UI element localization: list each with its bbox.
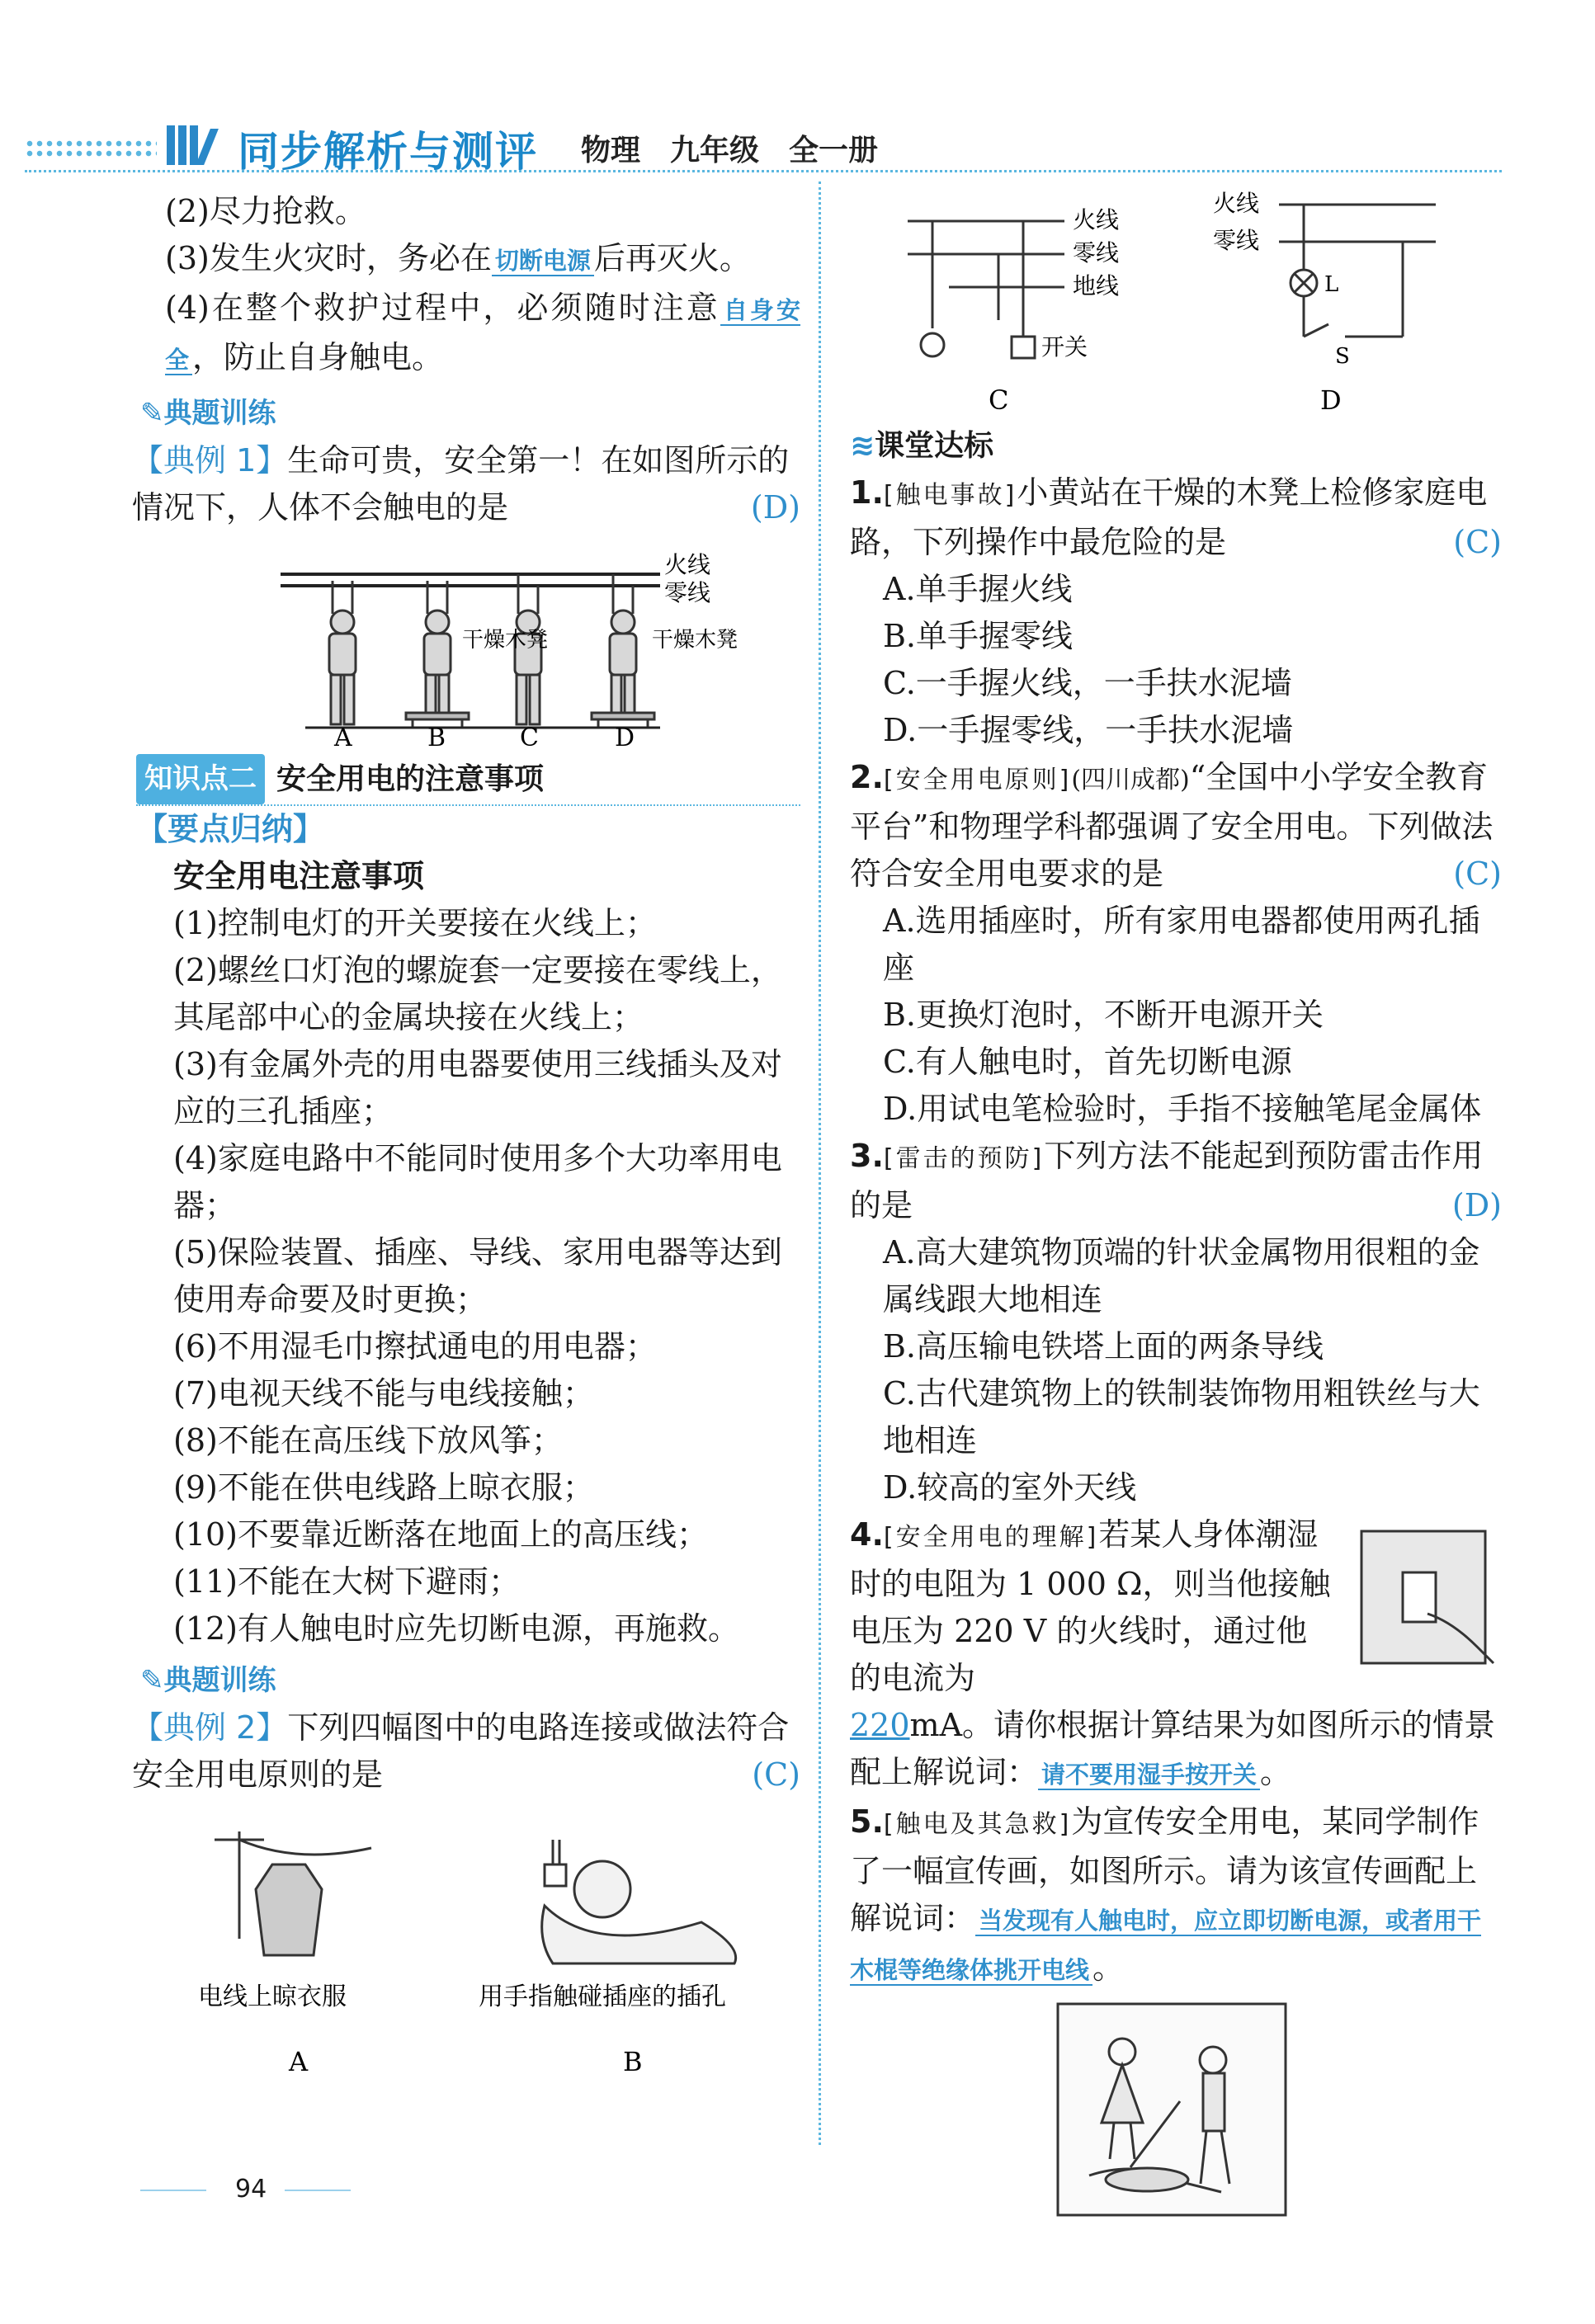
fig-b-caption: 用手指触碰插座的插孔 — [479, 1982, 726, 2011]
q1-stem: 小黄站在干燥的木凳上检修家庭电路，下列操作中最危险的是 — [850, 474, 1488, 560]
item-4-answer: 自身安全 — [165, 296, 800, 374]
q2-option-a: A.选用插座时，所有家用电器都使用两孔插座 — [883, 903, 1480, 986]
q5-tag: [触电及其急救] — [883, 1810, 1072, 1839]
example-2-tag: 【典例 2】 — [132, 1709, 288, 1746]
rule-2: (2)螺丝口灯泡的螺旋套一定要接在零线上，其尾部中心的金属块接在火线上； — [173, 952, 782, 1035]
q1-answer: (C) — [1453, 524, 1502, 560]
q1-tag: [触电事故] — [883, 481, 1017, 510]
example-2-answer: (C) — [752, 1756, 800, 1793]
q4-end: 。 — [1260, 1754, 1292, 1790]
q1-number: 1. — [850, 474, 884, 511]
fig-c-label: C — [989, 384, 1009, 416]
feather-icon: ✎ — [140, 397, 164, 430]
fig-a-drawing — [215, 1831, 371, 1955]
typical-training-1-label: 典题训练 — [163, 397, 276, 430]
q4-number: 4. — [850, 1516, 884, 1553]
q4-caption-answer: 请不要用湿手按开关 — [1038, 1761, 1260, 1790]
person-b — [406, 581, 469, 728]
rule-7: (7)电视天线不能与电线接触； — [173, 1375, 594, 1412]
example-2 — [132, 1704, 800, 1798]
q5-end: 。 — [1092, 1949, 1125, 1986]
item-4 — [165, 285, 800, 384]
q1-option-c: C.一手握火线，一手扶水泥墙 — [883, 665, 1292, 701]
header-dots-decoration — [25, 139, 157, 158]
item-4-pre: (4)在整个救护过程中，必须随时注意 — [165, 290, 720, 326]
q3-option-b: B.高压输电铁塔上面的两条导线 — [883, 1328, 1324, 1365]
fig-c-neutral: 零线 — [1073, 239, 1120, 266]
fig-d-drawing — [1279, 205, 1436, 337]
q5-caption-answer: 当发现有人触电时，应立即切断电源，或者用干木棍等绝缘体挑开电线 — [850, 1907, 1482, 1984]
fig-d-lamp: L — [1324, 272, 1339, 297]
rule-10: (10)不要靠近断落在地面上的高压线； — [173, 1516, 709, 1553]
item-3-pre: (3)发生火灾时，务必在 — [165, 240, 492, 276]
question-2 — [850, 754, 1502, 1133]
figure-cd — [850, 180, 1502, 419]
question-3 — [850, 1133, 1502, 1511]
feather-icon: ✎ — [140, 1664, 164, 1697]
book-title: 同步解析与测评 — [238, 128, 538, 176]
section-class-target — [850, 422, 1502, 469]
typical-training-2-label: 典题训练 — [163, 1664, 276, 1697]
q2-tag: [安全用电原则] — [883, 766, 1072, 794]
fig-a-label: A — [289, 2046, 309, 2077]
summary-heading: 安全用电注意事项 — [173, 858, 425, 894]
class-target-label: 课堂达标 — [875, 429, 994, 463]
rule-1: (1)控制电灯的开关要接在火线上； — [173, 905, 657, 941]
footer-rule-right — [285, 2190, 351, 2191]
rule-6: (6)不用湿毛巾擦拭通电的用电器； — [173, 1328, 657, 1365]
example-1-answer: (D) — [750, 489, 800, 526]
fig1-live-label: 火线 — [664, 551, 711, 578]
q2-option-d: D.用试电笔检验时，手指不接触笔尾金属体 — [883, 1091, 1482, 1127]
fig1-label-b: B — [427, 724, 446, 746]
left-column — [132, 188, 800, 2087]
item-3 — [165, 235, 800, 285]
fig1-label-c: C — [520, 724, 539, 746]
fig-b-label: B — [623, 2046, 643, 2077]
example-2-text: 下列四幅图中的电路连接或做法符合安全用电原则的是 — [132, 1709, 790, 1793]
q3-option-a: A.高大建筑物顶端的针状金属物用很粗的金属线跟大地相连 — [883, 1234, 1480, 1318]
q2-answer: (C) — [1453, 856, 1502, 892]
fig-d-neutral: 零线 — [1213, 227, 1260, 254]
q4-unit: mA。请你根据计算结果为如图所示的情景配上解说词： — [850, 1707, 1496, 1790]
item-4-post: ，防止自身触电。 — [192, 339, 444, 375]
rule-3: (3)有金属外壳的用电器要使用三线插头及对应的三孔插座； — [173, 1046, 782, 1129]
q2-number: 2. — [850, 759, 884, 795]
knowledge-point-title: 安全用电的注意事项 — [276, 762, 545, 796]
q1-option-d: D.一手握零线，一手扶水泥墙 — [883, 712, 1294, 748]
rule-11: (11)不能在大树下避雨； — [173, 1563, 521, 1600]
example-1-tag: 【典例 1】 — [132, 442, 288, 478]
q3-stem: 下列方法不能起到预防雷击作用的是 — [850, 1138, 1484, 1223]
example-1 — [132, 437, 800, 531]
q2-source: (四川成都) — [1071, 766, 1190, 794]
section-typical-training-1 — [140, 390, 800, 437]
fig-d-label: D — [1320, 384, 1342, 416]
fig1-neutral-label: 零线 — [664, 579, 711, 606]
item-3-post: 后再灭火。 — [593, 240, 751, 276]
q3-option-d: D.较高的室外天线 — [883, 1469, 1137, 1506]
footer-rule-left — [140, 2190, 206, 2191]
q2-stem: “全国中小学安全教育平台”和物理学科都强调了安全用电。下列做法符合安全用电要求的是 — [850, 759, 1494, 892]
q4-stem: 若某人身体潮湿时的电阻为 1 000 Ω，则当他接触电压为 220 V 的火线时，通过他的电流为 — [850, 1516, 1331, 1696]
rule-8: (8)不能在高压线下放风筝； — [173, 1422, 563, 1459]
person-a — [329, 581, 356, 724]
page-footer — [140, 2175, 371, 2208]
right-column — [850, 188, 1502, 2217]
fig1-stool-label-1: 干燥木凳 — [462, 628, 549, 653]
fig1-label-a: A — [334, 724, 352, 746]
rules-list — [173, 900, 800, 1652]
q4-tag: [安全用电的理解] — [883, 1523, 1099, 1552]
q1-option-b: B.单手握零线 — [883, 618, 1074, 654]
question-5 — [850, 1798, 1502, 2217]
q3-answer: (D) — [1451, 1187, 1502, 1223]
column-divider — [819, 181, 821, 2145]
figure-ab — [165, 1815, 800, 2087]
item-3-answer: 切断电源 — [492, 247, 594, 276]
page-header — [25, 115, 1568, 176]
book-stack-icon: ≋ — [850, 429, 875, 463]
fig-a-caption: 电线上晾衣服 — [198, 1982, 347, 2011]
book-subtitle: 物理 九年级 全一册 — [581, 134, 879, 167]
q5-number: 5. — [850, 1803, 884, 1840]
q4-answer: 220 — [850, 1707, 910, 1743]
q2-option-b: B.更换灯泡时，不断开电源开关 — [883, 997, 1324, 1033]
q1-option-a: A.单手握火线 — [883, 571, 1073, 607]
question-1 — [850, 469, 1502, 754]
person-d — [592, 574, 654, 728]
fig-c-switch: 开关 — [1041, 333, 1088, 361]
q5-stem: 为宣传安全用电，某同学制作了一幅宣传画，如图所示。请为该宣传画配上解说词： — [850, 1803, 1479, 1936]
q3-tag: [雷击的预防] — [883, 1144, 1045, 1173]
wet-hand-switch-picture — [1345, 1523, 1502, 1671]
question-4 — [850, 1511, 1502, 1798]
page-number: 94 — [235, 2175, 267, 2204]
knowledge-point-2 — [136, 754, 800, 806]
header-rule — [25, 170, 1502, 172]
knowledge-point-badge: 知识点二 — [136, 754, 265, 804]
rule-12: (12)有人触电时应先切断电源，再施救。 — [173, 1610, 740, 1647]
poster-rescue-picture — [1056, 2002, 1287, 2217]
example-1-text: 生命可贵，安全第一！在如图所示的情况下，人体不会触电的是 — [132, 442, 790, 526]
fig-d-live: 火线 — [1213, 190, 1260, 217]
rule-9: (9)不能在供电线路上晾衣服； — [173, 1469, 594, 1506]
summary-tag: 【要点归纳】 — [136, 811, 325, 847]
fig-b-drawing — [542, 1840, 736, 1963]
book-logo-icon — [167, 122, 224, 165]
fig1-stool-label-2: 干燥木凳 — [652, 628, 739, 653]
fig-d-switch: S — [1335, 344, 1350, 369]
fig1-label-d: D — [615, 724, 635, 746]
q3-option-c: C.古代建筑物上的铁制装饰物用粗铁丝与大地相连 — [883, 1375, 1480, 1459]
rule-4: (4)家庭电路中不能同时使用多个大功率用电器； — [173, 1140, 782, 1223]
section-typical-training-2 — [140, 1657, 800, 1704]
fig-c-ground: 地线 — [1073, 272, 1120, 299]
item-2: (2)尽力抢救。 — [165, 193, 366, 229]
q3-number: 3. — [850, 1138, 884, 1174]
q2-option-c: C.有人触电时，首先切断电源 — [883, 1044, 1292, 1080]
figure-people-on-wires — [165, 540, 743, 746]
rule-5: (5)保险装置、插座、导线、家用电器等达到使用寿命要及时更换； — [173, 1234, 782, 1318]
fig-c-live: 火线 — [1073, 206, 1120, 233]
